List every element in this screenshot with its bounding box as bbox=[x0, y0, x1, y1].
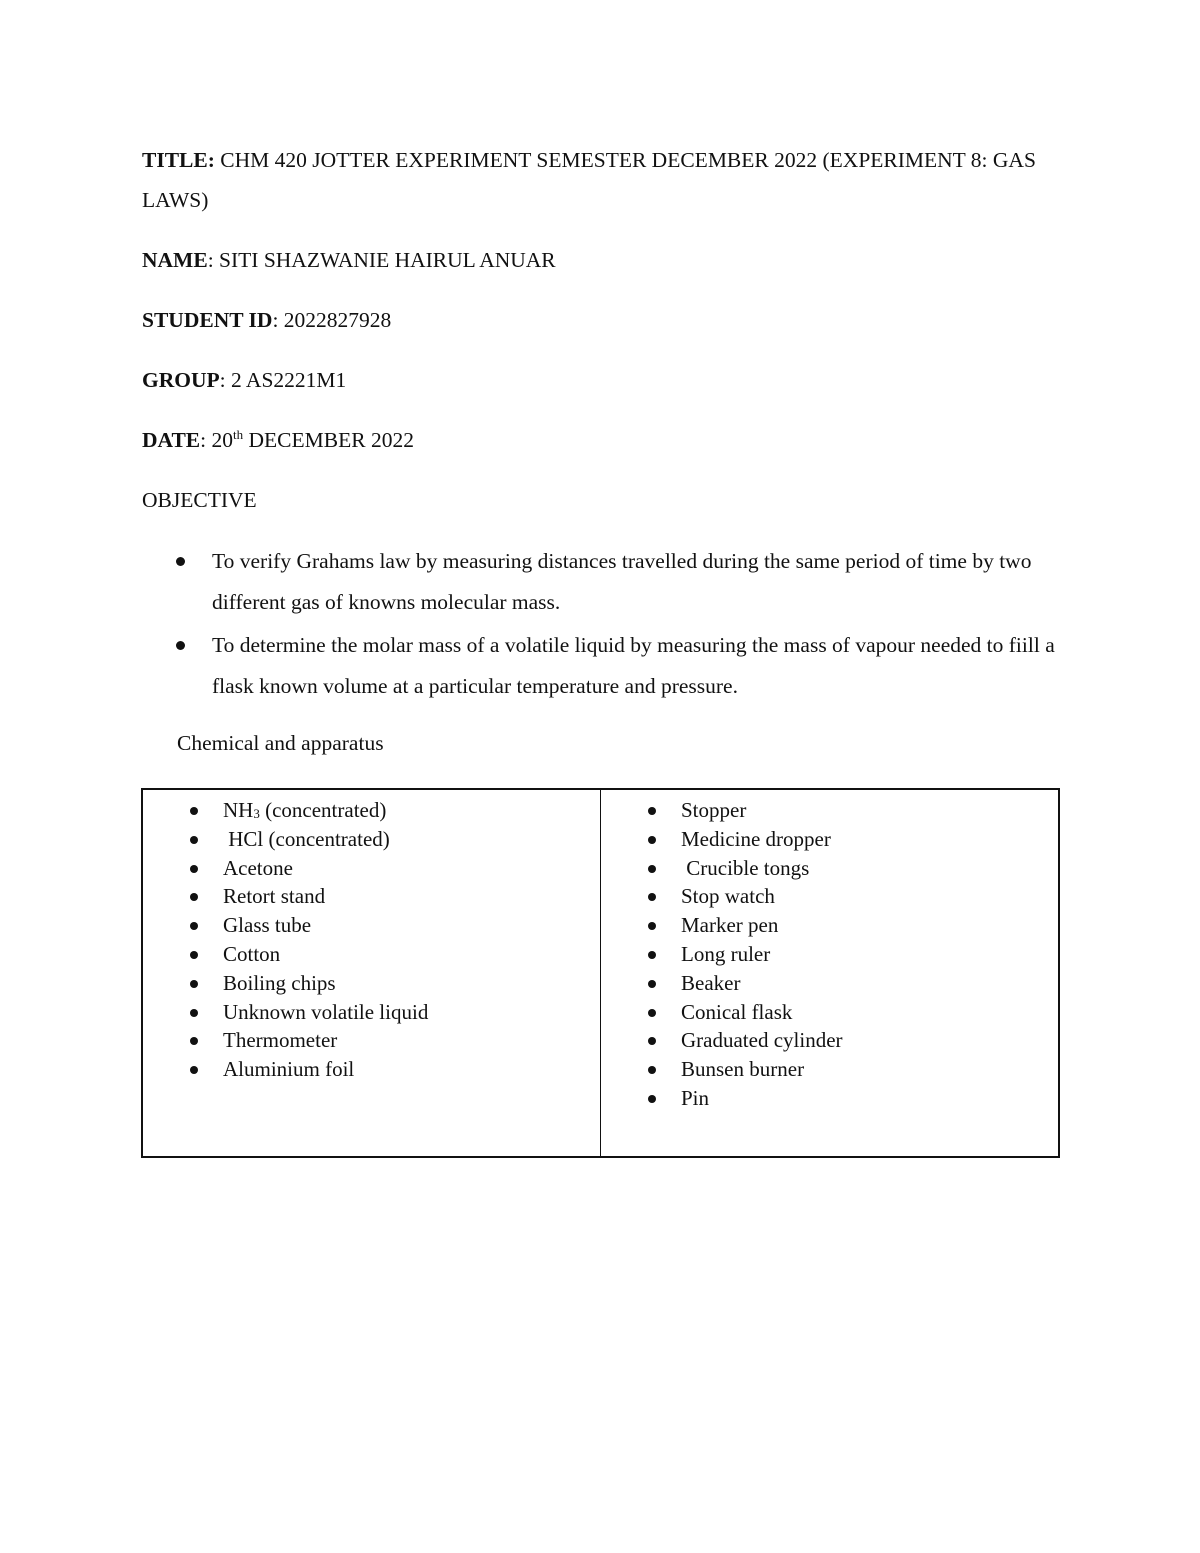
item-text: Long ruler bbox=[681, 941, 771, 966]
objective-item bbox=[142, 625, 1060, 707]
bullet-icon bbox=[190, 1037, 198, 1045]
bullet-icon bbox=[176, 641, 185, 650]
apparatus-table bbox=[141, 788, 1060, 1158]
list-item bbox=[601, 854, 1058, 883]
bullet-icon bbox=[648, 1037, 656, 1045]
item-nh3-prefix: NH bbox=[223, 798, 254, 822]
objective-list bbox=[142, 541, 1060, 707]
date-ordinal: th bbox=[233, 426, 244, 442]
item-text: Glass tube bbox=[223, 913, 312, 938]
list-item bbox=[601, 1026, 1058, 1055]
item-text: Boiling chips bbox=[223, 970, 336, 995]
bullet-icon bbox=[190, 893, 198, 901]
item-text: Crucible tongs bbox=[681, 855, 810, 880]
list-item bbox=[143, 911, 600, 940]
list-item bbox=[601, 882, 1058, 911]
bullet-icon bbox=[648, 922, 656, 930]
group-value: : 2 AS2221M1 bbox=[219, 368, 347, 392]
bullet-icon bbox=[648, 1066, 656, 1074]
item-text: Marker pen bbox=[681, 913, 779, 938]
list-item bbox=[601, 1055, 1058, 1084]
bullet-icon bbox=[190, 865, 198, 873]
list-item bbox=[601, 998, 1058, 1027]
bullet-icon bbox=[190, 922, 198, 930]
item-nh3-suffix: (concentrated) bbox=[259, 798, 387, 822]
list-item bbox=[601, 969, 1058, 998]
bullet-icon bbox=[190, 1009, 198, 1017]
item-text: Thermometer bbox=[223, 1028, 338, 1053]
list-item bbox=[143, 882, 600, 911]
item-text: Beaker bbox=[681, 970, 741, 995]
group-label: GROUP bbox=[142, 368, 220, 392]
bullet-icon bbox=[190, 807, 198, 815]
student-id-value: : 2022827928 bbox=[272, 308, 392, 332]
bullet-icon bbox=[648, 893, 656, 901]
name-line bbox=[142, 240, 1060, 280]
list-item bbox=[143, 969, 600, 998]
item-text: Aluminium foil bbox=[223, 1057, 355, 1082]
date-rest: DECEMBER 2022 bbox=[243, 428, 414, 452]
apparatus-column bbox=[601, 789, 1060, 1157]
item-text: Medicine dropper bbox=[681, 826, 831, 851]
date-prefix: : 20 bbox=[200, 428, 233, 452]
item-text: Pin bbox=[681, 1085, 710, 1110]
title-value: CHM 420 JOTTER EXPERIMENT SEMESTER DECEMBER 2022 (EXPERIMENT 8: GAS LAWS) bbox=[142, 148, 1036, 212]
name-label: NAME bbox=[142, 248, 208, 272]
objective-item bbox=[142, 541, 1060, 623]
bullet-icon bbox=[648, 865, 656, 873]
bullet-icon bbox=[648, 836, 656, 844]
document-content bbox=[142, 140, 1060, 763]
list-item bbox=[143, 1026, 600, 1055]
apparatus-heading: Chemical and apparatus bbox=[177, 731, 384, 755]
objective-text: To determine the molar mass of a volatile liquid by measuring the mass of vapour needed to fiill a flask known volume at a particular temperature and pressure. bbox=[212, 633, 1055, 698]
item-text: Unknown volatile liquid bbox=[223, 999, 429, 1024]
objective-heading: OBJECTIVE bbox=[142, 488, 257, 512]
bullet-icon bbox=[190, 1066, 198, 1074]
bullet-icon bbox=[190, 836, 198, 844]
chemicals-column bbox=[142, 789, 601, 1157]
list-item bbox=[143, 796, 600, 825]
item-text: Acetone bbox=[223, 855, 293, 880]
list-item bbox=[143, 854, 600, 883]
bullet-icon bbox=[648, 980, 656, 988]
student-id-line bbox=[142, 300, 1060, 340]
list-item bbox=[601, 796, 1058, 825]
bullet-icon bbox=[190, 980, 198, 988]
bullet-icon bbox=[648, 1009, 656, 1017]
date-line bbox=[142, 420, 1060, 460]
list-item bbox=[601, 911, 1058, 940]
item-text: Stopper bbox=[681, 798, 747, 822]
bullet-icon bbox=[648, 951, 656, 959]
group-line bbox=[142, 360, 1060, 400]
bullet-icon bbox=[648, 1095, 656, 1103]
right-item-list bbox=[601, 796, 1058, 1113]
date-label: DATE bbox=[142, 428, 201, 452]
list-item bbox=[601, 940, 1058, 969]
item-text: Cotton bbox=[223, 941, 281, 966]
item-text: Retort stand bbox=[223, 884, 326, 909]
bullet-icon bbox=[176, 557, 185, 566]
student-id-label: STUDENT ID bbox=[142, 308, 273, 332]
title-line bbox=[142, 140, 1060, 220]
bullet-icon bbox=[648, 807, 656, 815]
list-item bbox=[601, 1084, 1058, 1113]
list-item bbox=[143, 1055, 600, 1084]
item-text: Stop watch bbox=[681, 884, 775, 909]
list-item bbox=[601, 825, 1058, 854]
list-item bbox=[143, 940, 600, 969]
item-text: Conical flask bbox=[681, 999, 793, 1024]
item-nh3-subscript: 3 bbox=[253, 806, 260, 821]
item-text: Bunsen burner bbox=[681, 1057, 805, 1082]
list-item bbox=[143, 825, 600, 854]
title-label: TITLE: bbox=[142, 148, 215, 172]
item-text: HCl (concentrated) bbox=[223, 826, 390, 851]
objective-text: To verify Grahams law by measuring distances travelled during the same period of time by two different gas of knowns molecular mass. bbox=[212, 549, 1032, 614]
left-item-list bbox=[143, 796, 600, 1084]
list-item bbox=[143, 998, 600, 1027]
name-value: : SITI SHAZWANIE HAIRUL ANUAR bbox=[207, 248, 556, 272]
apparatus-row bbox=[142, 789, 1059, 1157]
bullet-icon bbox=[190, 951, 198, 959]
item-text: Graduated cylinder bbox=[681, 1028, 843, 1053]
